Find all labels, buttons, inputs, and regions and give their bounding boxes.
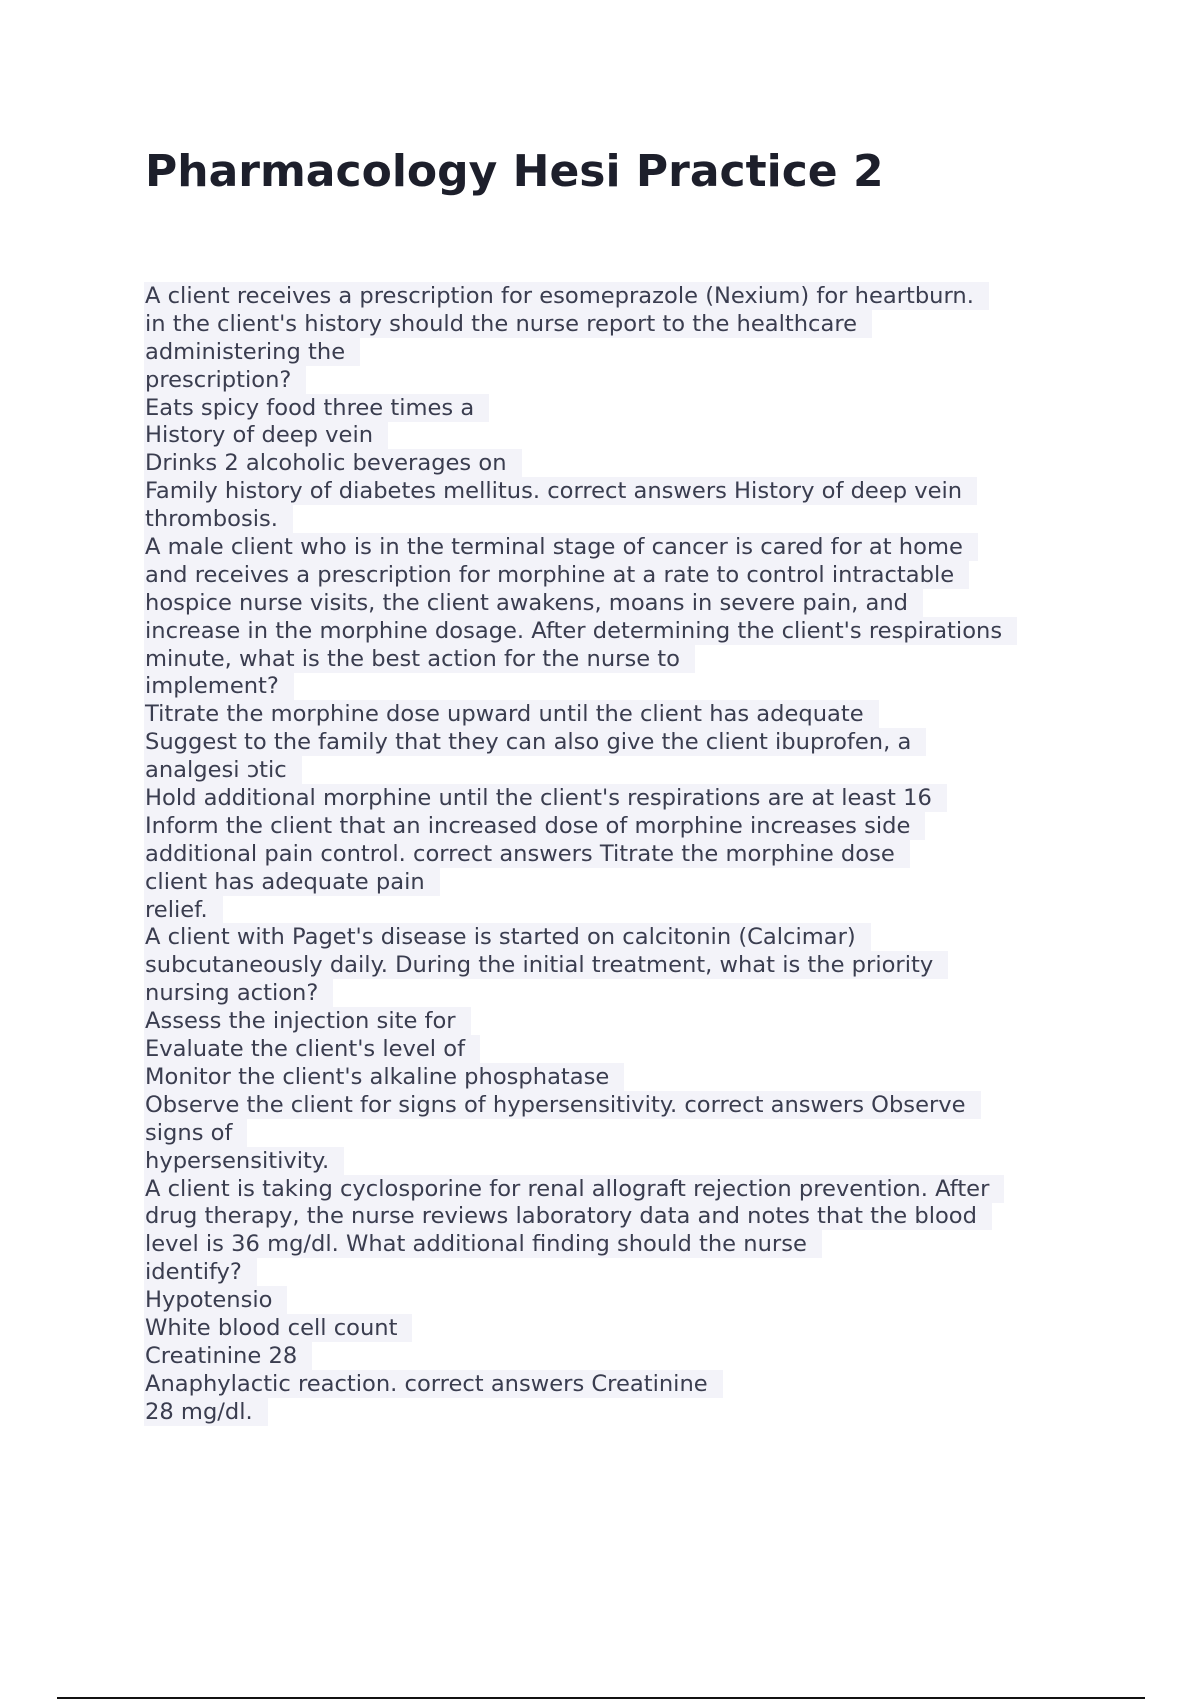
text-line: analgesi ɔtic [145,757,1075,785]
text-line: Family history of diabetes mellitus. correct answers History of deep vein [145,478,1075,506]
text-line: and receives a prescription for morphine at a rate to control intractable [145,562,1075,590]
text-line: subcutaneously daily. During the initial treatment, what is the priority [145,952,1075,980]
text-line: hypersensitivity. [145,1148,1075,1176]
text-line: Assess the injection site for [145,1008,1075,1036]
text-line: Evaluate the client's level of [145,1036,1075,1064]
text-line: prescription? [145,367,1075,395]
text-line: A client is taking cyclosporine for renal allograft rejection prevention. After [145,1176,1075,1204]
text-line: implement? [145,673,1075,701]
text-line: hospice nurse visits, the client awakens, moans in severe pain, and [145,590,1075,618]
footer-divider [57,1697,1145,1699]
text-line: A male client who is in the terminal stage of cancer is cared for at home [145,534,1075,562]
text-line: Observe the client for signs of hypersensitivity. correct answers Observe [145,1092,1075,1120]
text-line: Eats spicy food three times a [145,395,1075,423]
text-line: Hold additional morphine until the client's respirations are at least 16 [145,785,1075,813]
text-line: level is 36 mg/dl. What additional finding should the nurse [145,1231,1075,1259]
text-line: relief. [145,897,1075,925]
text-line: History of deep vein [145,422,1075,450]
text-line: thrombosis. [145,506,1075,534]
text-line: identify? [145,1259,1075,1287]
text-line: White blood cell count [145,1315,1075,1343]
text-line: 28 mg/dl. [145,1399,1075,1427]
text-line: Creatinine 28 [145,1343,1075,1371]
text-line: administering the [145,339,1075,367]
text-line: drug therapy, the nurse reviews laboratory data and notes that the blood [145,1203,1075,1231]
text-line: Titrate the morphine dose upward until the client has adequate [145,701,1075,729]
text-line: Monitor the client's alkaline phosphatase [145,1064,1075,1092]
text-line: nursing action? [145,980,1075,1008]
text-line: in the client's history should the nurse report to the healthcare [145,311,1075,339]
text-line: increase in the morphine dosage. After determining the client's respirations [145,618,1075,646]
text-line: Drinks 2 alcoholic beverages on [145,450,1075,478]
text-line: A client receives a prescription for esomeprazole (Nexium) for heartburn. [145,283,1075,311]
text-line: Suggest to the family that they can also give the client ibuprofen, a [145,729,1075,757]
document-title: Pharmacology Hesi Practice 2 [145,146,884,197]
text-line: Anaphylactic reaction. correct answers Creatinine [145,1371,1075,1399]
text-line: client has adequate pain [145,869,1075,897]
text-line: Hypotensio [145,1287,1075,1315]
document-body [145,283,1075,1427]
text-line: Inform the client that an increased dose of morphine increases side [145,813,1075,841]
text-line: signs of [145,1120,1075,1148]
text-line: additional pain control. correct answers Titrate the morphine dose [145,841,1075,869]
text-line: A client with Paget's disease is started on calcitonin (Calcimar) [145,924,1075,952]
text-line: minute, what is the best action for the nurse to [145,646,1075,674]
